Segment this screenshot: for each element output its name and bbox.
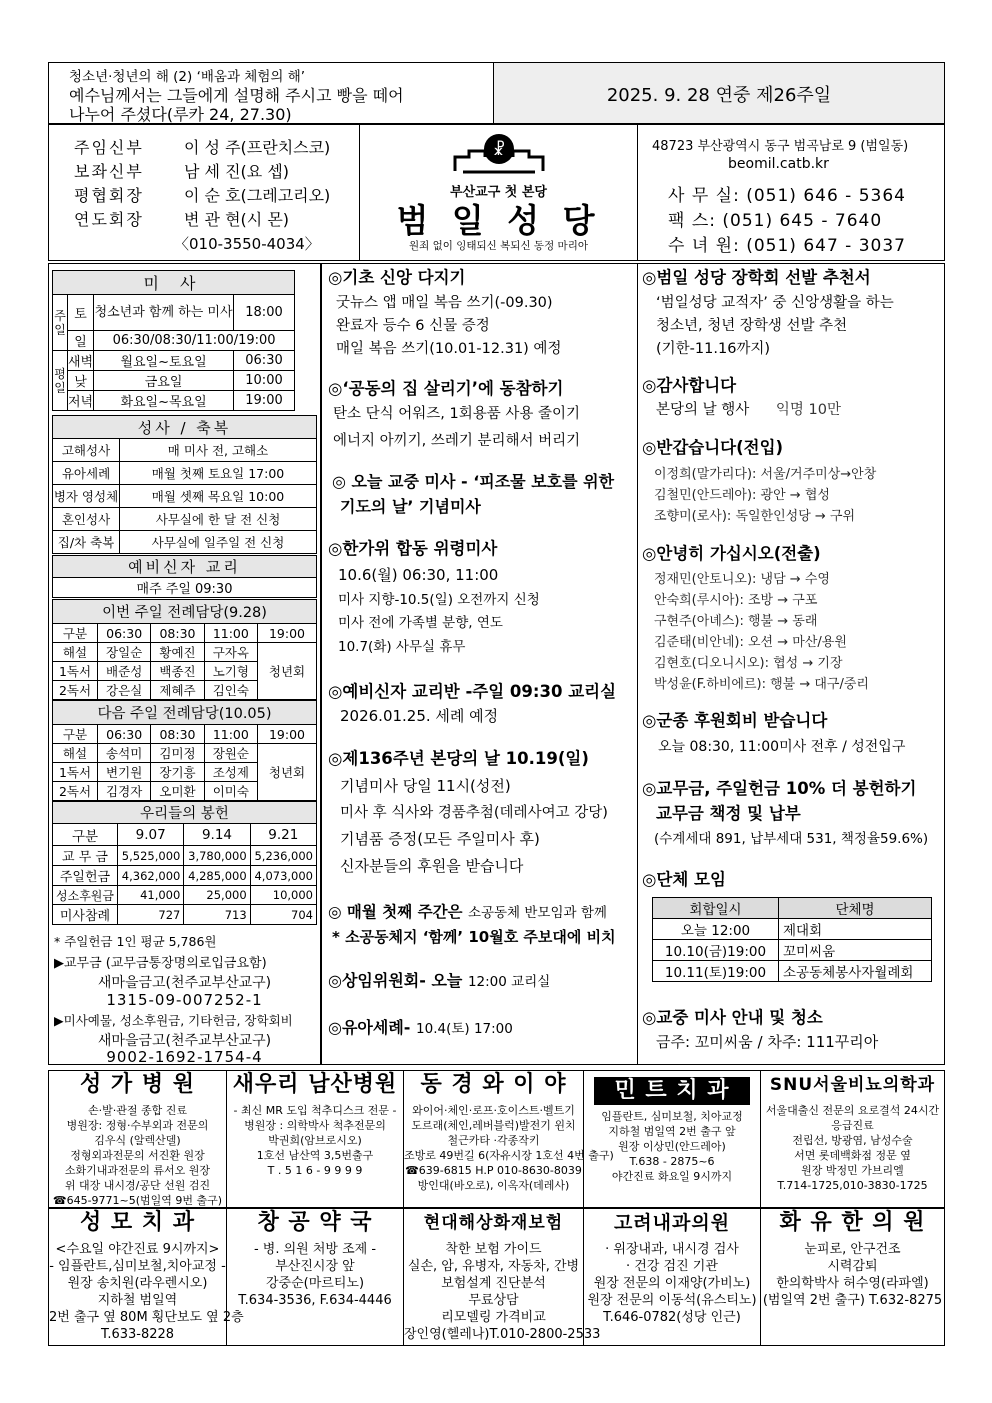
verse-line-1: 예수님께서는 그들에게 설명해 주시고 빵을 떼어 — [69, 86, 404, 105]
ad-line: 지하철 범일역 — [97, 1293, 178, 1308]
parish-patron: 원죄 없이 잉태되신 복되신 동정 마리아 — [409, 240, 588, 252]
ad-line: 원장 박정민 가브리엘 — [801, 1164, 904, 1177]
cell: 장일순 — [98, 643, 151, 662]
anniversary-title: ◎제136주년 본당의 날 10.19(일) — [328, 749, 589, 768]
chuseok-line: 미사 지향-10.5(일) 오전까지 신청 — [338, 592, 540, 608]
group-when: 10.11(토)19:00 — [653, 961, 779, 982]
baptism-detail: 10.4(토) 17:00 — [416, 1021, 513, 1037]
bulletin-date: 2025. 9. 28 연중 제26주일 — [606, 85, 832, 106]
ad-line: ☎645-9771~5(범일역 9번 출구) — [52, 1194, 223, 1207]
monthly-line: * 소공동체지 ‘함께’ 10월호 주보대에 비치 — [332, 928, 616, 946]
account2-label: ▶미사예물, 성소후원금, 기타헌금, 장학회비 — [54, 1013, 293, 1028]
staff-row — [74, 207, 289, 230]
cell: 변기원 — [98, 763, 151, 782]
cell: 백종진 — [151, 662, 204, 681]
welcome-entry: 이정희(말가리다): 서울/거주미상→안창 — [654, 467, 877, 482]
ad-line: 김우식 (알렉산델) — [94, 1134, 181, 1147]
time-evening: 19:00 — [234, 391, 295, 411]
cell: 41,000 — [118, 886, 184, 905]
account1-label: ▶교무금 (교무금통장명의로입금요함) — [54, 956, 267, 971]
theme-line: 청소년·청년의 해 (2) ‘배움과 체험의 해’ — [69, 69, 306, 85]
victims-title: ◎ 오늘 교중 미사 - ‘피조물 보호를 위한 — [332, 472, 615, 491]
ad-title: 고려내과의원 — [613, 1212, 731, 1234]
bye-entry: 구현주(아녜스): 행불 → 동래 — [654, 614, 818, 629]
tithe-title: ◎교무금, 주일헌금 10% 더 봉헌하기 — [642, 779, 917, 798]
faith-title: ◎기초 신앙 다지기 — [328, 268, 466, 287]
account2-bank: 새마을금고(천주교부산교구) — [97, 1033, 272, 1049]
home-line: 탄소 단식 어워즈, 1회용품 사용 줄이기 — [333, 406, 580, 422]
monthly-title-bold: ◎ 매월 첫째 주간은 — [328, 903, 463, 921]
parish-subtitle: 부산교구 첫 본당 — [450, 185, 547, 200]
staff-name: 변 관 현(시 몬) — [184, 210, 290, 229]
thanks-title: ◎감사합니다 — [642, 376, 737, 395]
col-head: 9.07 — [118, 824, 184, 846]
thanks-event: 본당의 날 행사 — [656, 402, 750, 418]
ad-line: 시력감퇴 — [827, 1259, 878, 1274]
sacrament-name: 병자 영성체 — [53, 485, 120, 508]
welcome-entry: 조향미(로사): 독일한인성당 → 구위 — [654, 509, 856, 524]
ad-line: - 임플란트,심미보철,치아교정 - — [49, 1259, 226, 1274]
ad-line: · 위장내과, 내시경 검사 — [605, 1242, 739, 1257]
cell: 구자옥 — [204, 643, 257, 662]
cell: 장기흥 — [151, 763, 204, 782]
faith-line: 완료자 등수 6 신물 증정 — [336, 318, 490, 334]
ad-line: 2번 출구 옆 80M 횡단보도 옆 2층 — [49, 1310, 244, 1325]
sacrament-name: 고해성사 — [53, 439, 120, 462]
farewell-title: ◎안녕히 가십시오(전출) — [642, 544, 821, 563]
time-dawn: 06:30 — [234, 351, 295, 371]
monthly-title — [328, 900, 607, 925]
chuseok-title: ◎한가위 합동 위령미사 — [328, 539, 498, 558]
sacrament-desc: 매월 첫째 토요일 17:00 — [120, 462, 317, 485]
title-box — [359, 124, 638, 261]
cell: 노기형 — [204, 662, 257, 681]
victims-line: 기도의 날’ 기념미사 — [340, 497, 481, 516]
evening-group: 청년회 — [258, 744, 317, 801]
cell: 3,780,000 — [184, 846, 250, 866]
ad-title: SNU서울비뇨의학과 — [769, 1075, 936, 1095]
bye-entry: 김현호(디오니시오): 협성 → 기장 — [654, 656, 843, 671]
ad-line: (범일역 2번 출구) T.632-8275 — [762, 1293, 943, 1308]
advertisement — [760, 1208, 945, 1346]
ad-line: 조방로 49번길 6(자유시장 1호선 4번 출구) — [404, 1149, 614, 1162]
ad-line: 야간진료 화요일 9시까지 — [611, 1170, 733, 1183]
ad-line: 리모델링 가격비교 — [441, 1310, 546, 1325]
tithe-stats: (수계세대 891, 납부세대 531, 책정율59.6%) — [654, 831, 929, 847]
website: beomil.catb.kr — [728, 156, 829, 172]
days-dawn: 월요일~토요일 — [94, 351, 234, 371]
ad-line: T.638 - 2875~6 — [629, 1155, 715, 1168]
nuns-phone: 수 녀 원: (051) 647 - 3037 — [668, 236, 906, 256]
col-head: 구분 — [53, 624, 98, 643]
faith-line: 매일 복음 쓰기(10.01-12.31) 예정 — [336, 341, 562, 357]
standing-detail: 12:00 교리실 — [467, 974, 551, 990]
sacrament-name: 혼인성사 — [53, 508, 120, 531]
cell: 김인숙 — [204, 681, 257, 700]
ad-line: 철근카타 ·각종작키 — [447, 1134, 540, 1147]
home-line: 에너지 아끼기, 쓰레기 분리해서 버리기 — [333, 433, 581, 449]
chuseok-line: 미사 전에 가족별 분향, 연도 — [338, 615, 503, 631]
scholarship-line: (기한-11.16까지) — [656, 341, 771, 357]
cell: 727 — [118, 905, 184, 925]
ad-line: 부산진시장 앞 — [275, 1259, 355, 1274]
staff-role: 연도회장 — [74, 210, 144, 229]
offering-title: 우리들의 봉헌 — [53, 802, 317, 824]
ad-line: T.646-0782(성당 인근) — [603, 1310, 741, 1325]
cleaning-title: ◎교중 미사 안내 및 청소 — [642, 1008, 823, 1027]
row-key: 2독서 — [53, 782, 98, 801]
ad-line: 위 대장 내시경/공단 선원 검진 — [64, 1179, 211, 1192]
advertisement — [760, 1070, 945, 1208]
this-week-title: 이번 주일 전례담당(9.28) — [53, 600, 317, 624]
ad-line: 소화기내과전문의 류서오 원장 — [64, 1164, 211, 1177]
account1-bank: 새마을금고(천주교부산교구) — [97, 975, 272, 991]
parish-logo-icon — [449, 131, 549, 173]
staff-phone: 〈010-3550-4034〉 — [174, 235, 320, 253]
row-key: 교 무 금 — [53, 846, 118, 866]
cell: 5,525,000 — [118, 846, 184, 866]
col-head: 9.21 — [250, 824, 316, 846]
welcome-title: ◎반갑습니다(전입) — [642, 438, 784, 457]
ad-line: ☎639-6815 H.P 010-8630-8039 — [405, 1164, 582, 1177]
ad-line: 한의학박사 허수영(라파엘) — [776, 1276, 929, 1291]
account1-number: 1315-09-007252-1 — [106, 991, 263, 1009]
cell: 배준성 — [98, 662, 151, 681]
cell: 황예진 — [151, 643, 204, 662]
row-key: 1독서 — [53, 662, 98, 681]
ad-title: 민 트 치 과 — [594, 1077, 750, 1105]
ad-line: 서면 롯데백화점 정문 옆 — [794, 1149, 911, 1162]
ad-line: <수요일 야간진료 9시까지> — [55, 1242, 220, 1257]
verse-line-2: 나누어 주셨다(루카 24, 27.30) — [69, 105, 292, 124]
staff-name: 남 세 진(요 셉) — [184, 162, 290, 181]
anniversary-line: 미사 후 식사와 경품추첨(데레사여고 강당) — [340, 805, 608, 821]
ad-line: 1호선 남산역 3,5번출구 — [256, 1149, 374, 1162]
ad-line: 실손, 암, 유병자, 자동차, 간병 — [407, 1259, 580, 1274]
advertisement — [403, 1070, 614, 1208]
right-column — [637, 263, 945, 1065]
cleaning-line: 금주: 꼬미씨움 / 차주: 111꾸리아 — [656, 1033, 879, 1051]
catechumen-table — [52, 555, 317, 598]
groups-head: 단체명 — [779, 898, 932, 919]
this-week-table — [52, 599, 317, 700]
staff-role: 주임신부 — [74, 138, 144, 157]
thanks-line — [656, 399, 841, 422]
col-head: 19:00 — [258, 725, 317, 744]
cell: 제혜주 — [151, 681, 204, 700]
cell: 조성제 — [204, 763, 257, 782]
ad-line: 눈피로, 안구건조 — [804, 1242, 901, 1257]
staff-row — [74, 183, 330, 206]
military-title: ◎군종 후원회비 받습니다 — [642, 711, 828, 730]
staff-row — [74, 159, 289, 182]
ad-line: - 최신 MR 도입 척추디스크 전문 - — [233, 1104, 397, 1117]
advertisement — [403, 1208, 601, 1346]
header-date-box — [493, 62, 945, 124]
ad-title: 성 모 치 과 — [80, 1210, 195, 1235]
header-verse-box — [48, 62, 494, 124]
cell: 장원순 — [204, 744, 257, 763]
bye-entry: 김준태(비안네): 오션 → 마산/용원 — [654, 635, 847, 650]
chuseok-line: 10.7(화) 사무실 휴무 — [338, 639, 466, 655]
infant-baptism — [328, 1016, 513, 1041]
col-head: 11:00 — [204, 725, 257, 744]
group-when: 10.10(금)19:00 — [653, 940, 779, 961]
advertisement — [48, 1208, 244, 1346]
col-head: 08:30 — [151, 725, 204, 744]
cell: 5,236,000 — [250, 846, 316, 866]
faith-line: 굿뉴스 앱 매일 복음 쓰기(-09.30) — [336, 295, 553, 311]
ad-line: 지하철 범일역 2번 출구 앞 — [608, 1125, 736, 1138]
contact-box — [637, 124, 945, 261]
weekday-label: 평일 — [53, 351, 68, 411]
sacraments-table — [52, 415, 317, 554]
days-evening: 화요일~목요일 — [94, 391, 234, 411]
evening-group: 청년회 — [258, 643, 317, 700]
cell: 25,000 — [184, 886, 250, 905]
scholarship-title: ◎범일 성당 장학회 선발 추천서 — [642, 268, 871, 287]
advertisement — [226, 1208, 404, 1346]
bye-entry: 안숙희(루시아): 조방 → 구포 — [654, 593, 818, 608]
ad-line: 응급진료 — [831, 1119, 874, 1132]
saturday-label: 토 — [68, 295, 94, 331]
ad-line: 전립선, 방광염, 남성수술 — [792, 1134, 913, 1147]
row-key: 주일헌금 — [53, 866, 118, 886]
catechumen-class-line: 2026.01.25. 세례 예정 — [340, 707, 499, 725]
ad-line: 병원장: 정형·수부외과 전문의 — [66, 1119, 209, 1132]
col-head: 06:30 — [98, 725, 151, 744]
office-phone: 사 무 실: (051) 646 - 5364 — [668, 186, 906, 206]
next-week-table — [52, 700, 317, 801]
ad-line: 병원장 : 의학박사 척추전문의 — [244, 1119, 386, 1132]
col-head: 19:00 — [258, 624, 317, 643]
mass-title: 미 사 — [53, 271, 295, 295]
sacrament-desc: 매월 셋째 목요일 10:00 — [120, 485, 317, 508]
col-head: 9.14 — [184, 824, 250, 846]
ad-line: 손·발·관절 종합 진료 — [88, 1104, 187, 1117]
ad-line: 장인영(헬레나)T.010-2800-2533 — [404, 1327, 601, 1342]
anniversary-line: 기념품 증정(모든 주일미사 후) — [340, 830, 540, 848]
thanks-amount: 익명 10만 — [775, 402, 841, 418]
sunday-label: 주일 — [53, 295, 68, 351]
sacrament-desc: 매 미사 전, 고해소 — [120, 439, 317, 462]
ad-line: 강중순(마르티노) — [265, 1276, 365, 1291]
ad-line: 보험설계 진단분석 — [441, 1276, 546, 1291]
cell: 4,362,000 — [118, 866, 184, 886]
cell: 4,285,000 — [184, 866, 250, 886]
slot-noon: 낮 — [68, 371, 94, 391]
cell: 4,073,000 — [250, 866, 316, 886]
col-head: 구분 — [53, 725, 98, 744]
standing-title: ◎상임위원회- 오늘 — [328, 971, 463, 990]
ad-line: · 건강 검진 기관 — [626, 1259, 718, 1274]
days-noon: 금요일 — [94, 371, 234, 391]
advertisement — [583, 1070, 761, 1208]
ad-line: T.633-8228 — [100, 1327, 175, 1342]
cell: 이미숙 — [204, 782, 257, 801]
group-name: 소공동체봉사자월례회 — [779, 961, 932, 982]
slot-evening: 저녁 — [68, 391, 94, 411]
sacrament-desc: 사무실에 일주일 전 신청 — [120, 531, 317, 554]
cell: 송석미 — [98, 744, 151, 763]
scholarship-line: 청소년, 청년 장학생 선발 추천 — [656, 318, 848, 334]
fax-phone: 팩 스: (051) 645 - 7640 — [668, 211, 883, 231]
row-key: 2독서 — [53, 681, 98, 700]
ad-line: 도르래(체인,레버블럭)발전기 윈치 — [411, 1119, 576, 1132]
ad-line: 정형외과전문의 서진환 원장 — [70, 1149, 205, 1162]
ad-line: 무료상담 — [468, 1293, 519, 1308]
staff-role: 보좌신부 — [74, 162, 144, 181]
sacrament-name: 유아세례 — [53, 462, 120, 485]
left-column — [48, 263, 321, 1065]
staff-row — [74, 135, 330, 158]
groups-head: 회합일시 — [653, 898, 779, 919]
ad-line: 박권희(암브로시오) — [268, 1134, 362, 1147]
sacraments-title: 성사 / 축복 — [53, 416, 317, 439]
anniversary-line: 신자분들의 후원을 받습니다 — [340, 857, 524, 875]
ad-line: T . 5 1 6 - 9 9 9 9 — [267, 1164, 363, 1177]
advertisement — [226, 1070, 404, 1208]
ad-title: 현대해상화재보험 — [423, 1213, 564, 1233]
row-key: 성소후원금 — [53, 886, 118, 905]
bye-entry: 박성윤(F.하비에르): 행불 → 대구/중리 — [654, 677, 869, 692]
standing-committee — [328, 969, 550, 994]
staff-name: 이 성 주(프란치스코) — [184, 138, 331, 157]
ad-title: 화 유 한 의 원 — [779, 1210, 926, 1235]
ad-line: 원장 이상민(안드레아) — [618, 1140, 726, 1153]
group-name: 제대회 — [779, 919, 932, 940]
cell: 10,000 — [250, 886, 316, 905]
middle-column — [321, 263, 638, 1065]
chuseok-line: 10.6(월) 06:30, 11:00 — [338, 566, 499, 584]
col-head: 06:30 — [98, 624, 151, 643]
col-head: 08:30 — [151, 624, 204, 643]
sacrament-name: 집/차 축복 — [53, 531, 120, 554]
row-key: 해설 — [53, 643, 98, 662]
staff-role: 평협회장 — [74, 186, 144, 205]
group-name: 꼬미씨움 — [779, 940, 932, 961]
ad-line: 착한 보험 가이드 — [445, 1242, 542, 1257]
col-head: 구분 — [53, 824, 118, 846]
cell: 김경자 — [98, 782, 151, 801]
account2-number: 9002-1692-1754-4 — [106, 1048, 263, 1066]
ad-line: 원장 송치원(라우렌시오) — [67, 1276, 208, 1291]
address: 48723 부산광역시 동구 범곡남로 9 (범일동) — [652, 139, 909, 154]
sunday-day: 일 — [68, 331, 94, 351]
ad-line: - 병. 의원 처방 조제 - — [253, 1242, 377, 1257]
welcome-entry: 김철민(안드레아): 광안 → 협성 — [654, 488, 830, 503]
cell: 김미정 — [151, 744, 204, 763]
parish-name: 범 일 성 당 — [396, 201, 601, 240]
ad-line: 원장 전문의 이동석(유스티노) — [587, 1293, 757, 1308]
cell: 704 — [250, 905, 316, 925]
slot-dawn: 새벽 — [68, 351, 94, 371]
offering-table — [52, 801, 317, 925]
catechumen-title: 예비신자 교리 — [53, 556, 317, 578]
anniversary-line: 기념미사 당일 11시(성전) — [340, 777, 511, 795]
ad-line: T.634-3536, F.634-4446 — [238, 1293, 392, 1308]
cell: 강은실 — [98, 681, 151, 700]
offering-average: * 주일헌금 1인 평균 5,786원 — [54, 934, 217, 949]
row-key: 미사참례 — [53, 905, 118, 925]
sacrament-desc: 사무실에 한 달 전 신청 — [120, 508, 317, 531]
sunday-times: 06:30/08:30/11:00/19:00 — [94, 331, 295, 351]
row-key: 1독서 — [53, 763, 98, 782]
groups-table — [652, 897, 932, 982]
ad-line: 원장 전문의 이재양(가비노) — [593, 1276, 751, 1291]
monthly-title-rest: 소공동체 반모임과 함께 — [467, 905, 607, 921]
advertisement — [583, 1208, 761, 1346]
col-head: 11:00 — [204, 624, 257, 643]
cell: 오미환 — [151, 782, 204, 801]
ad-title: 성 가 병 원 — [80, 1072, 195, 1097]
ad-title: 동 경 와 이 야 — [420, 1072, 567, 1097]
saturday-desc: 청소년과 함께 하는 미사 — [94, 295, 234, 331]
groups-title: ◎단체 모임 — [642, 870, 726, 889]
cell: 713 — [184, 905, 250, 925]
staff-name: 이 순 호(그레고리오) — [184, 186, 331, 205]
ad-line: 서울대출신 전문의 요로결석 24시간 — [765, 1104, 940, 1117]
baptism-title: ◎유아세례- — [328, 1018, 411, 1037]
mass-table — [52, 270, 295, 411]
svg-text:☧: ☧ — [492, 140, 506, 159]
group-when: 오늘 12:00 — [653, 919, 779, 940]
ad-title: 창 공 약 국 — [257, 1210, 373, 1235]
scholarship-line: ‘범일성당 교적자’ 중 신앙생활을 하는 — [656, 295, 894, 311]
ad-title: 새우리 남산병원 — [232, 1072, 398, 1097]
ad-line: T.714-1725,010-3830-1725 — [777, 1179, 928, 1192]
ad-line: 방인대(바오로), 이옥자(데레사) — [417, 1179, 570, 1192]
time-noon: 10:00 — [234, 371, 295, 391]
staff-box — [48, 124, 360, 261]
home-title: ◎‘공동의 집 살리기’에 동참하기 — [328, 379, 564, 398]
ad-line: 임플란트, 심미보철, 치아교정 — [601, 1110, 743, 1123]
next-week-title: 다음 주일 전례담당(10.05) — [53, 701, 317, 725]
advertisement — [48, 1070, 227, 1208]
military-line: 오늘 08:30, 11:00미사 전후 / 성전입구 — [658, 739, 906, 755]
row-key: 해설 — [53, 744, 98, 763]
tithe-line: 교무금 책정 및 납부 — [656, 804, 801, 823]
catechumen-class-title: ◎예비신자 교리반 -주일 09:30 교리실 — [328, 682, 617, 701]
saturday-time: 18:00 — [234, 295, 295, 331]
catechumen-desc: 매주 주일 09:30 — [53, 578, 317, 598]
ad-line: 와이어·체인·로프·호이스트·벨트기 — [412, 1104, 575, 1117]
bye-entry: 정재민(안토니오): 냉담 → 수영 — [654, 572, 830, 587]
